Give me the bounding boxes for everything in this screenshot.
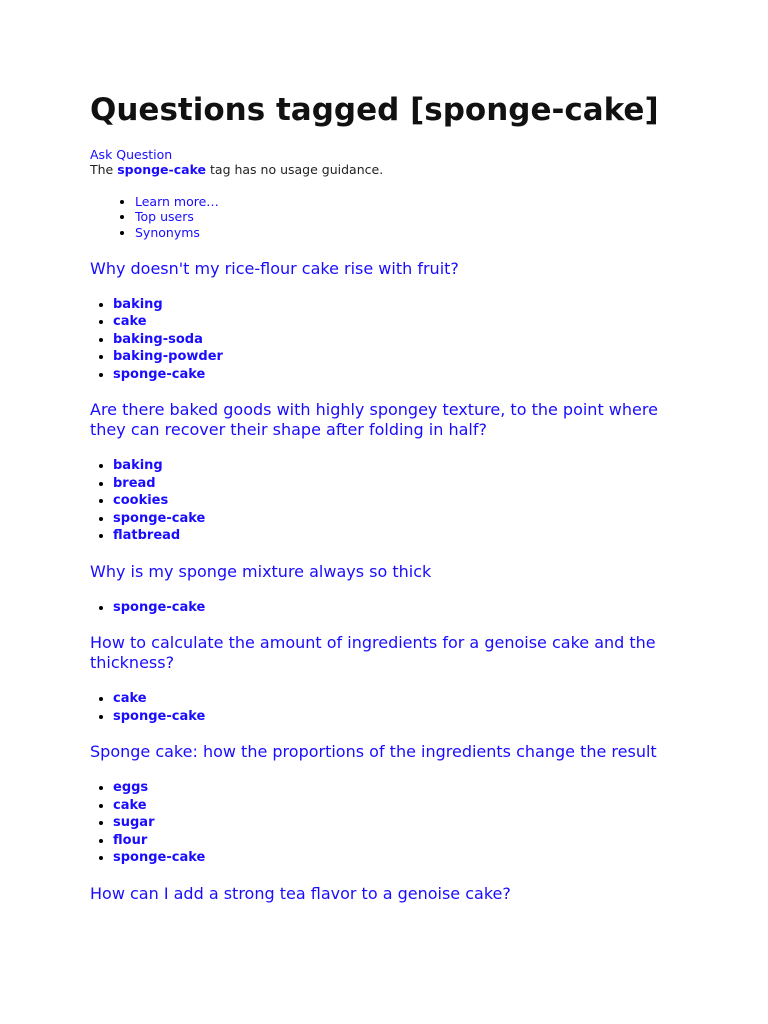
main-content bbox=[90, 88, 690, 904]
question-title-link[interactable]: Sponge cake: how the proportions of the ingredients change the result bbox=[90, 742, 657, 762]
synonyms-link[interactable]: Synonyms bbox=[135, 224, 200, 240]
tag-item bbox=[113, 348, 690, 366]
guidance-tag-link[interactable]: sponge-cake bbox=[117, 162, 207, 177]
tag-link[interactable]: baking bbox=[113, 458, 163, 474]
tag-item bbox=[113, 832, 690, 850]
question-tags bbox=[90, 690, 690, 725]
tag-link[interactable]: bread bbox=[113, 475, 156, 491]
tag-info-item bbox=[135, 209, 690, 224]
tag-item bbox=[113, 779, 690, 797]
tag-link[interactable]: cake bbox=[113, 797, 147, 813]
top-users-link[interactable]: Top users bbox=[135, 209, 194, 225]
tag-info-item bbox=[135, 194, 690, 209]
question-summary bbox=[90, 742, 690, 867]
question-summary bbox=[90, 633, 690, 725]
tag-item bbox=[113, 527, 690, 545]
question-tags bbox=[90, 457, 690, 545]
page-title: Questions tagged [sponge-cake] bbox=[90, 92, 659, 128]
question-summary bbox=[90, 400, 690, 545]
tag-item bbox=[113, 690, 690, 708]
tag-link[interactable]: cookies bbox=[113, 493, 169, 509]
question-summary bbox=[90, 259, 690, 384]
guidance-tag-wrapper bbox=[117, 162, 206, 177]
tag-link[interactable]: baking bbox=[113, 296, 163, 312]
tag-link[interactable]: cake bbox=[113, 314, 147, 330]
tag-link[interactable]: sponge-cake bbox=[113, 366, 206, 382]
question-tags bbox=[90, 599, 690, 617]
tag-link[interactable]: flatbread bbox=[113, 528, 181, 544]
question-title-link[interactable]: Are there baked goods with highly spongey texture, to the point where they can recover their shape after folding in half? bbox=[90, 400, 658, 440]
tag-link[interactable]: cake bbox=[113, 691, 147, 707]
tag-item bbox=[113, 296, 690, 314]
question-title-link[interactable]: How can I add a strong tea flavor to a genoise cake? bbox=[90, 883, 511, 903]
question-title-link[interactable]: Why is my sponge mixture always so thick bbox=[90, 561, 432, 581]
tag-link[interactable]: sugar bbox=[113, 815, 155, 831]
question-tags bbox=[90, 296, 690, 384]
tag-info-item bbox=[135, 225, 690, 240]
ask-question-link[interactable]: Ask Question bbox=[90, 147, 173, 162]
tag-guidance-text bbox=[90, 162, 690, 177]
question-summary bbox=[90, 884, 690, 904]
guidance-prefix: The bbox=[90, 162, 118, 177]
tag-link[interactable]: sponge-cake bbox=[113, 708, 206, 724]
tag-item bbox=[113, 797, 690, 815]
tag-link[interactable]: eggs bbox=[113, 780, 149, 796]
question-title-link[interactable]: Why doesn't my rice-flour cake rise with fruit? bbox=[90, 258, 459, 278]
learn-more-link[interactable]: Learn more… bbox=[135, 194, 219, 209]
tag-item bbox=[113, 331, 690, 349]
guidance-suffix: tag has no usage guidance. bbox=[206, 162, 384, 177]
tag-item bbox=[113, 510, 690, 528]
tag-item bbox=[113, 313, 690, 331]
tag-link[interactable]: baking-powder bbox=[113, 349, 223, 365]
tag-link[interactable]: flour bbox=[113, 832, 148, 848]
tag-item bbox=[113, 849, 690, 867]
question-tags bbox=[90, 779, 690, 867]
tag-info-links bbox=[90, 194, 690, 240]
tag-link[interactable]: sponge-cake bbox=[113, 599, 206, 615]
tag-item bbox=[113, 457, 690, 475]
tag-item bbox=[113, 708, 690, 726]
tag-link[interactable]: baking-soda bbox=[113, 331, 203, 347]
tag-item bbox=[113, 492, 690, 510]
tag-item bbox=[113, 599, 690, 617]
tag-item bbox=[113, 475, 690, 493]
tag-link[interactable]: sponge-cake bbox=[113, 510, 206, 526]
tag-item bbox=[113, 366, 690, 384]
tag-link[interactable]: sponge-cake bbox=[113, 850, 206, 866]
question-summary bbox=[90, 562, 690, 617]
tag-item bbox=[113, 814, 690, 832]
question-title-link[interactable]: How to calculate the amount of ingredients for a genoise cake and the thickness? bbox=[90, 633, 656, 673]
